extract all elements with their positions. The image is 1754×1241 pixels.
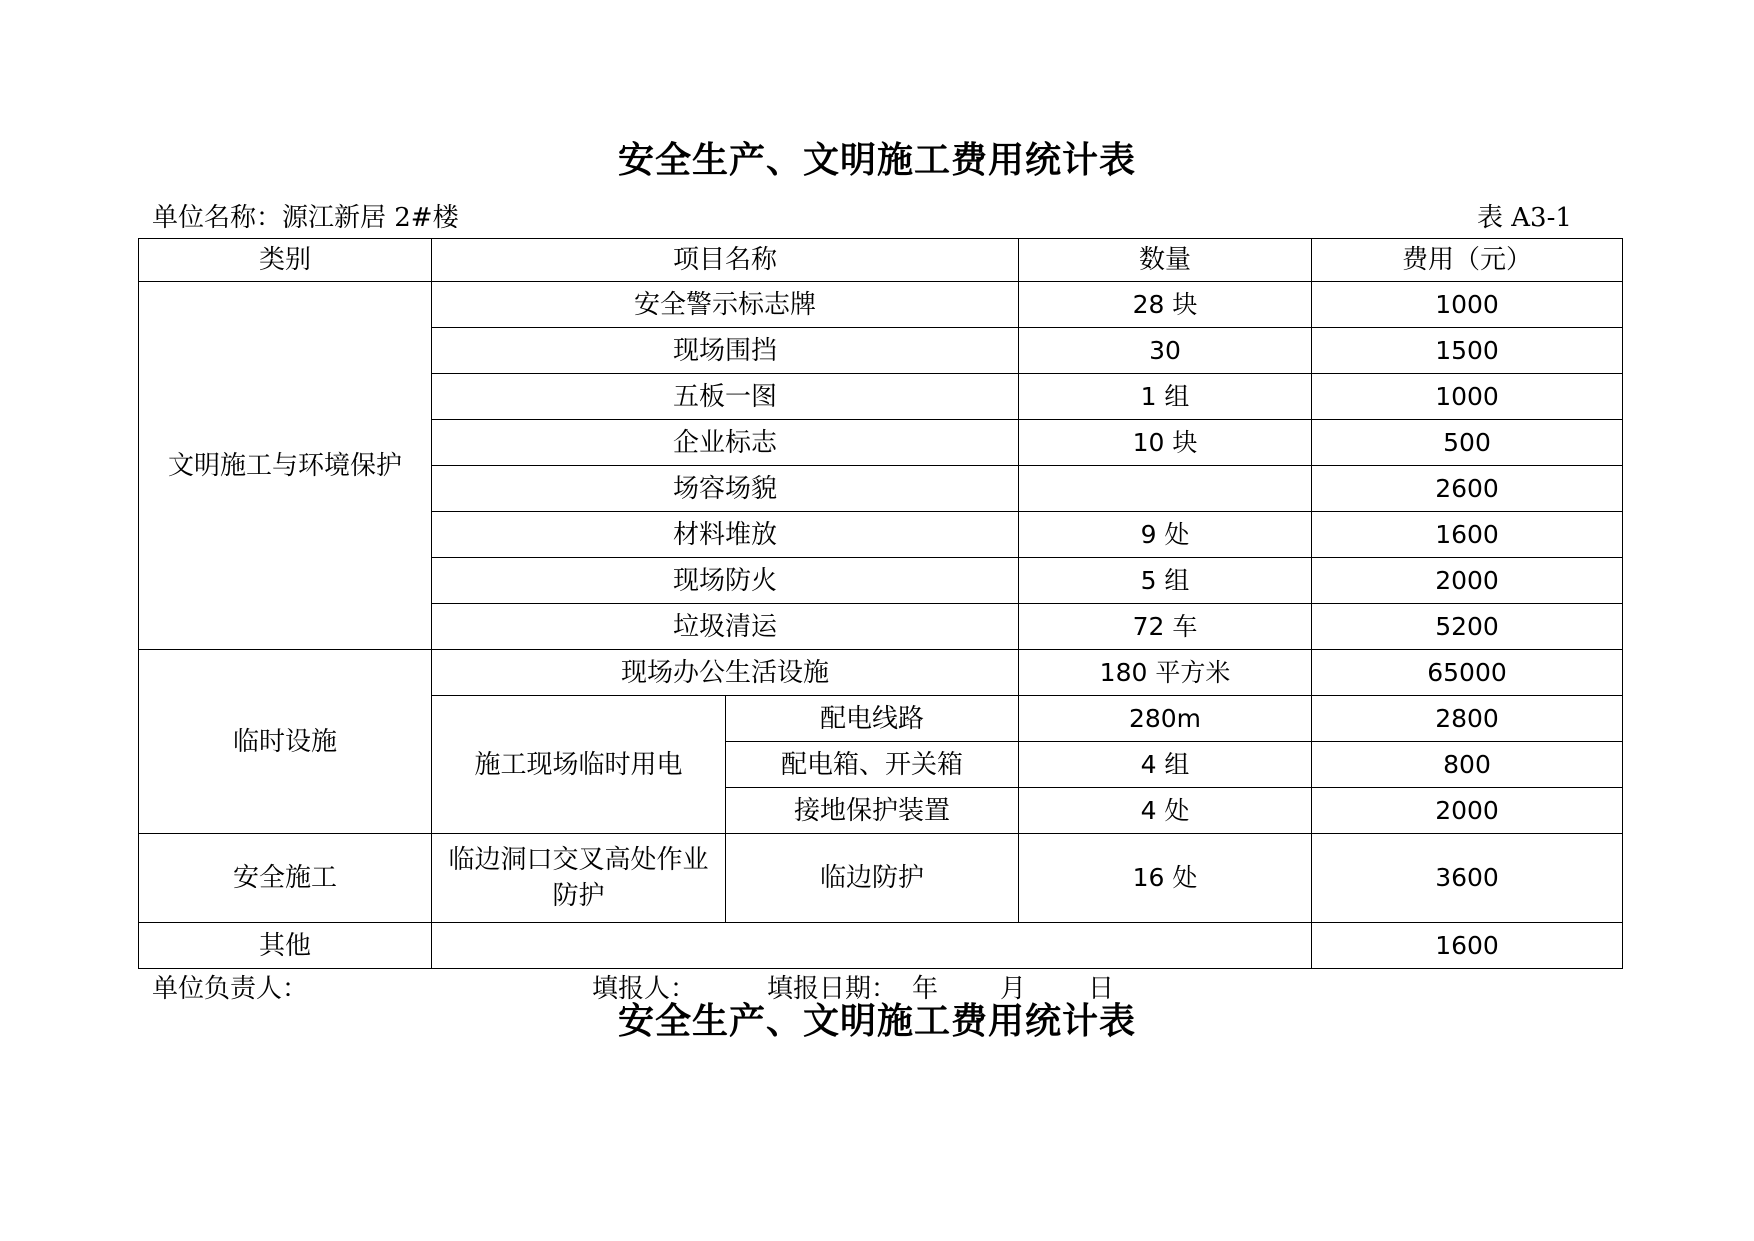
category-civilized: 文明施工与环境保护	[139, 282, 432, 650]
header-item: 项目名称	[432, 239, 1019, 282]
cost-statistics-table	[138, 238, 1623, 969]
header-quantity: 数量	[1019, 239, 1312, 282]
quantity-cell: 30	[1019, 328, 1312, 374]
footer-responsible: 单位负责人：	[152, 974, 309, 1004]
cost-cell: 1000	[1312, 374, 1623, 420]
header-cost: 费用（元）	[1312, 239, 1623, 282]
quantity-cell: 10 块	[1019, 420, 1312, 466]
cost-cell: 1500	[1312, 328, 1623, 374]
footer-date-label: 填报日期：	[767, 974, 898, 1004]
quantity-cell: 4 组	[1019, 742, 1312, 788]
page-title-repeat: 安全生产、文明施工费用统计表	[617, 1001, 1136, 1042]
electric-group-cell: 施工现场临时用电	[432, 696, 726, 834]
quantity-cell: 4 处	[1019, 788, 1312, 834]
table-row	[139, 282, 1623, 328]
item-cell: 企业标志	[432, 420, 1019, 466]
quantity-cell: 180 平方米	[1019, 650, 1312, 696]
item-cell: 现场办公生活设施	[432, 650, 1019, 696]
table-row	[139, 923, 1623, 969]
quantity-cell: 9 处	[1019, 512, 1312, 558]
header-category: 类别	[139, 239, 432, 282]
cost-cell: 2600	[1312, 466, 1623, 512]
cost-cell: 5200	[1312, 604, 1623, 650]
item-cell: 临边洞口交叉高处作业防护	[432, 834, 726, 923]
cost-cell: 65000	[1312, 650, 1623, 696]
footer-year: 年	[912, 974, 939, 1004]
cost-cell: 2800	[1312, 696, 1623, 742]
footer-month: 月	[1000, 974, 1027, 1004]
sub-item-cell: 配电线路	[726, 696, 1019, 742]
quantity-cell: 28 块	[1019, 282, 1312, 328]
footer-day: 日	[1088, 974, 1115, 1004]
cost-cell: 3600	[1312, 834, 1623, 923]
quantity-cell: 16 处	[1019, 834, 1312, 923]
header-row	[139, 239, 1623, 282]
cost-cell: 500	[1312, 420, 1623, 466]
quantity-cell: 5 组	[1019, 558, 1312, 604]
item-cell: 五板一图	[432, 374, 1019, 420]
quantity-cell: 280m	[1019, 696, 1312, 742]
cost-cell: 1000	[1312, 282, 1623, 328]
cost-cell: 1600	[1312, 512, 1623, 558]
table-number: 表 A3-1	[1477, 203, 1572, 233]
table-row	[139, 650, 1623, 696]
sub-item-cell: 接地保护装置	[726, 788, 1019, 834]
category-safety: 安全施工	[139, 834, 432, 923]
cost-cell: 800	[1312, 742, 1623, 788]
quantity-cell: 72 车	[1019, 604, 1312, 650]
item-cell: 现场防火	[432, 558, 1019, 604]
sub-item-cell: 配电箱、开关箱	[726, 742, 1019, 788]
item-cell: 安全警示标志牌	[432, 282, 1019, 328]
category-temporary: 临时设施	[139, 650, 432, 834]
item-cell: 现场围挡	[432, 328, 1019, 374]
cost-cell: 2000	[1312, 558, 1623, 604]
unit-name-line: 单位名称：源江新居 2#楼	[152, 203, 459, 233]
item-cell: 材料堆放	[432, 512, 1019, 558]
quantity-cell: 1 组	[1019, 374, 1312, 420]
page-title: 安全生产、文明施工费用统计表	[617, 140, 1136, 181]
item-cell: 垃圾清运	[432, 604, 1019, 650]
table-row	[139, 834, 1623, 923]
quantity-cell	[1019, 466, 1312, 512]
cost-cell: 1600	[1312, 923, 1623, 969]
item-cell: 场容场貌	[432, 466, 1019, 512]
footer-reporter: 填报人：	[592, 974, 697, 1004]
item-cell	[432, 923, 1312, 969]
sub-item-cell: 临边防护	[726, 834, 1019, 923]
category-other: 其他	[139, 923, 432, 969]
cost-cell: 2000	[1312, 788, 1623, 834]
